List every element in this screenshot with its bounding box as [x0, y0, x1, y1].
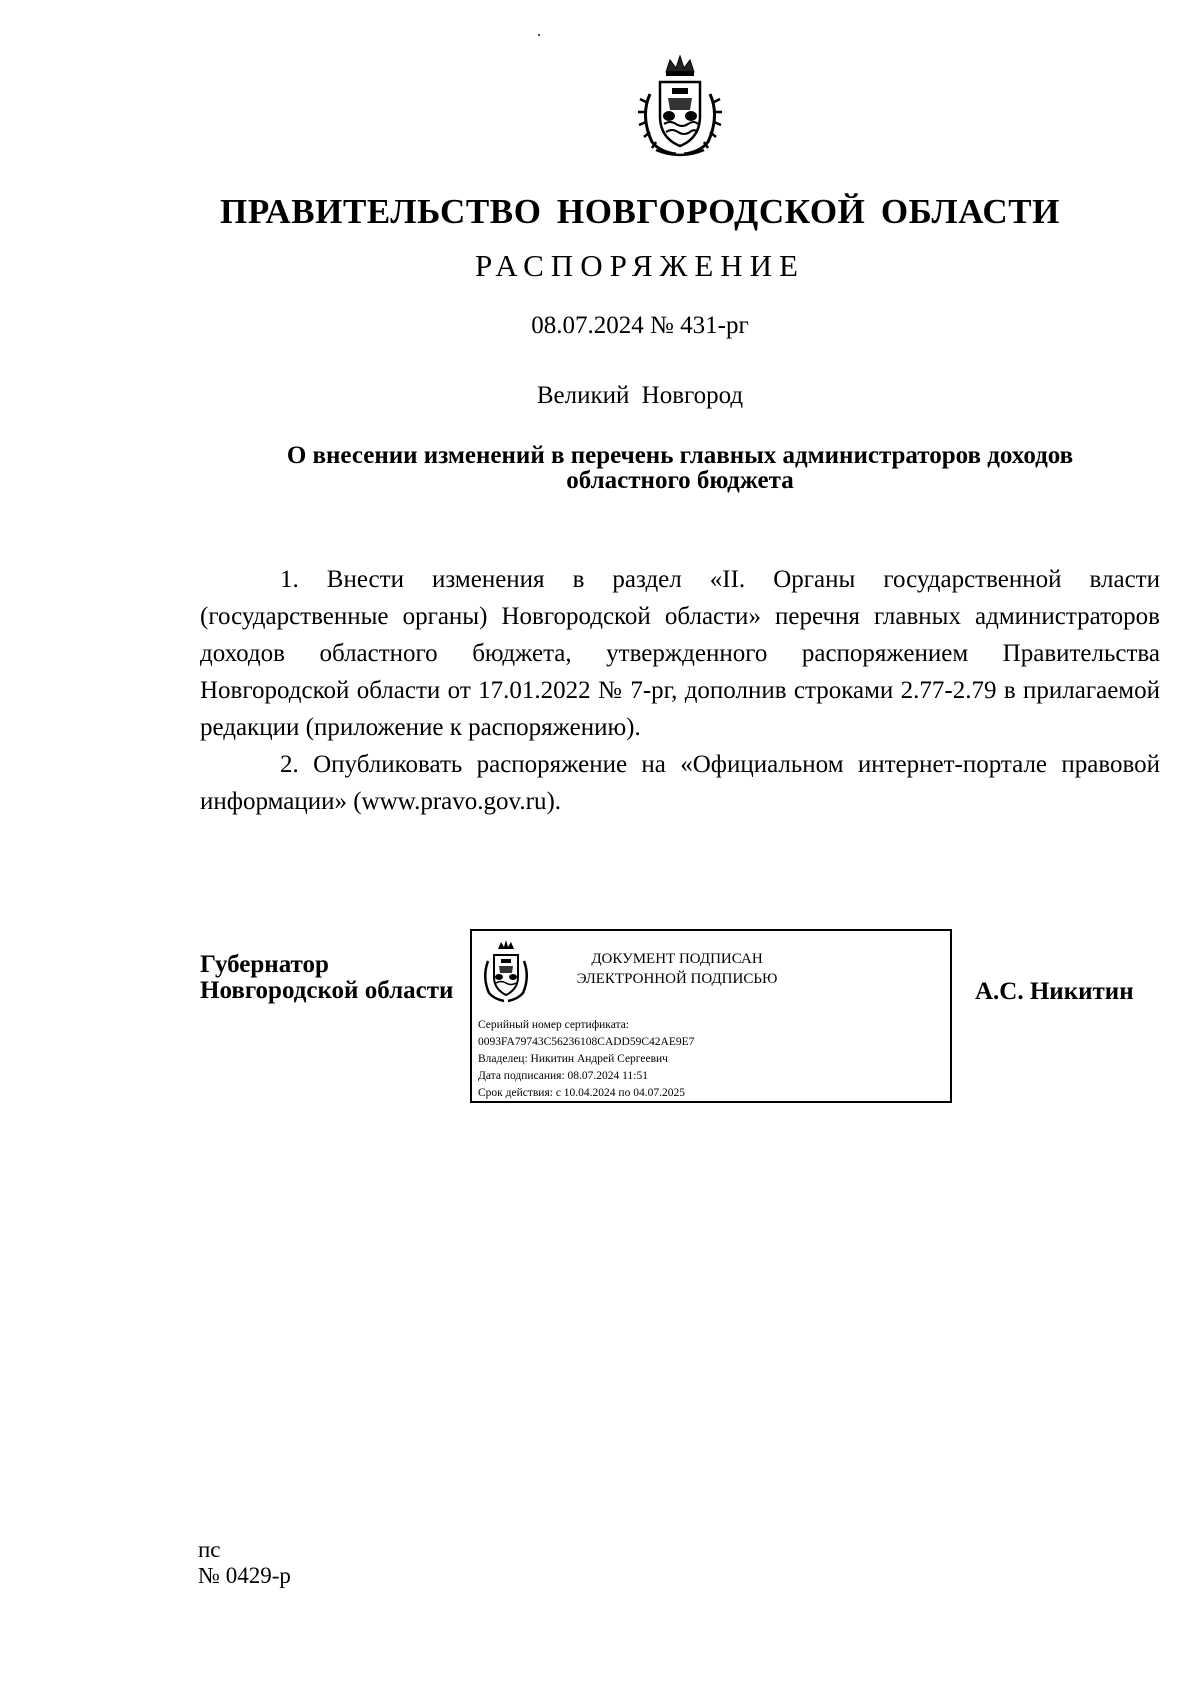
city-name: Великий Новгород: [536, 382, 744, 409]
novgorod-coat-of-arms-icon: [636, 54, 724, 160]
paragraph-2: 2. Опубликовать распоряжение на «Официальном интернет-портале правовой информации» (www.pravo.gov.ru).: [200, 751, 1160, 815]
certificate-owner: Владелец: Никитин Андрей Сергеевич: [478, 1053, 668, 1065]
certificate-validity: Срок действия: с 10.04.2024 по 04.07.2025: [478, 1087, 685, 1099]
position-line-2: Новгородской области: [200, 977, 454, 1004]
subject-line-1: О внесении изменений в перечень главных администраторов доходов: [286, 442, 1074, 469]
stamp-title: [552, 949, 802, 989]
position-line-1: Губернатор: [200, 951, 329, 978]
document-type: РАСПОРЯЖЕНИЕ: [475, 248, 805, 283]
stamp-title-line-2: ЭЛЕКТРОННОЙ ПОДПИСЬЮ: [576, 971, 778, 987]
footer-line-1: пс: [198, 1537, 221, 1562]
signing-date: Дата подписания: 08.07.2024 11:51: [478, 1070, 648, 1082]
signatory-position: [200, 952, 453, 1004]
certificate-number: 0093FA79743C56236108CADD59C42AE9E7: [478, 1036, 695, 1048]
subject-line-2: областного бюджета: [566, 467, 794, 494]
scan-speck: [538, 34, 540, 36]
paragraph-1: 1. Внести изменения в раздел «II. Органы государственной власти (государственные органы) Новгородской области» перечня главных администраторов доходов областного бюджета, утвержденного распоряжением Правительства Новгородской области от 17.01.2022 № 7-рг, дополнив строками 2.77-2.79 в прилагаемой редакции (приложение к распоряжению).: [200, 566, 1160, 741]
footer-registration: [198, 1537, 291, 1589]
stamp-details: [478, 1017, 694, 1102]
organization-title: ПРАВИТЕЛЬСТВО НОВГОРОДСКОЙ ОБЛАСТИ: [220, 192, 1060, 231]
stamp-title-line-1: ДОКУМЕНТ ПОДПИСАН: [591, 951, 763, 967]
certificate-label: Серийный номер сертификата:: [478, 1019, 629, 1031]
electronic-signature-stamp: [470, 929, 952, 1103]
footer-line-2: № 0429-р: [198, 1563, 291, 1588]
document-subject: [200, 443, 1160, 493]
document-body: [200, 561, 1160, 820]
document-number: 08.07.2024 № 431-рг: [531, 312, 749, 339]
coat-of-arms-icon: [480, 939, 532, 1005]
signatory-name: А.С. Никитин: [975, 978, 1134, 1005]
